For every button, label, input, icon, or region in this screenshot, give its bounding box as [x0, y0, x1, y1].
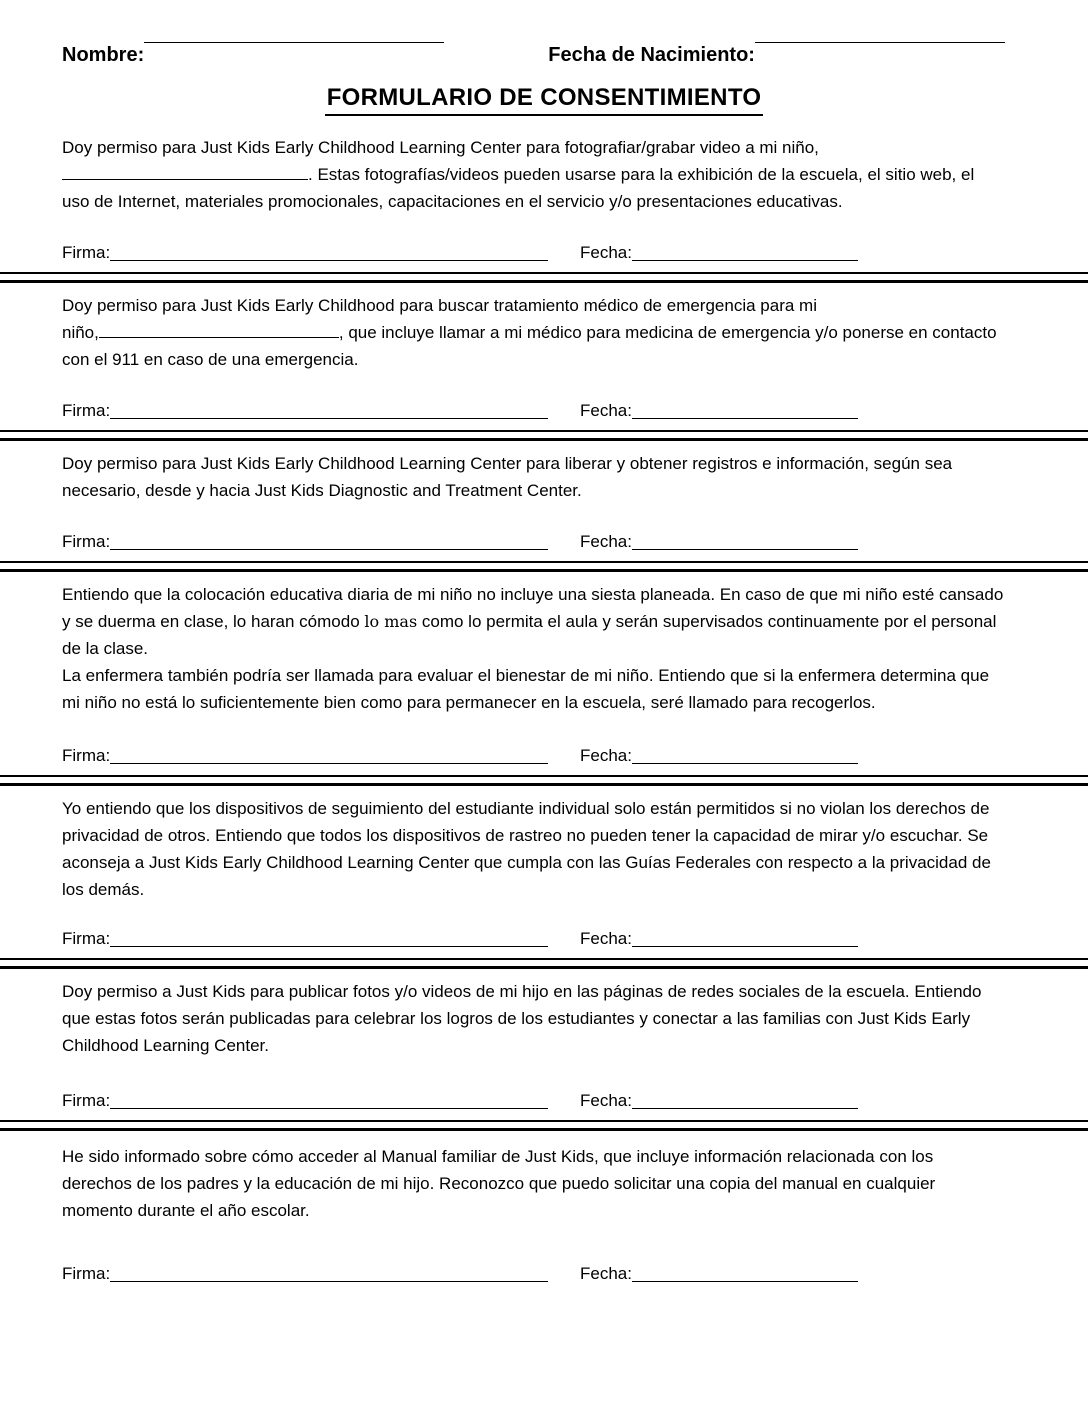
firma-blank-line	[110, 418, 548, 419]
section-paragraph	[62, 134, 1004, 215]
firma-label: Firma:	[62, 532, 111, 551]
fecha-field-group	[580, 397, 858, 424]
section-separator	[0, 775, 1088, 786]
paragraph-text: Doy permiso para Just Kids Early Childhood Learning Center para fotografiar/grabar video a mi niño,	[62, 138, 819, 157]
child-name-blank-line	[99, 337, 339, 338]
section-separator	[0, 561, 1088, 572]
fecha-blank-line	[632, 549, 858, 550]
signature-row	[62, 925, 1004, 952]
fecha-field-group	[580, 239, 858, 266]
fecha-nacimiento-label: Fecha de Nacimiento:	[548, 44, 755, 66]
signature-row	[62, 397, 1004, 424]
fecha-nacimiento-field-group	[548, 42, 1005, 69]
firma-blank-line	[110, 260, 548, 261]
fecha-label: Fecha:	[580, 243, 632, 262]
firma-label: Firma:	[62, 1091, 111, 1110]
firma-blank-line	[110, 1108, 548, 1109]
paragraph-text: , que incluye llamar a mi médico para medicina de emergencia y/o ponerse en contacto con el 911 en caso de una emergencia.	[62, 323, 997, 369]
firma-field-group	[62, 528, 548, 555]
consent-section-social-media	[0, 978, 1088, 1114]
nombre-label: Nombre:	[62, 44, 145, 66]
section-separator	[0, 272, 1088, 283]
child-name-blank-line	[62, 179, 308, 180]
fecha-label: Fecha:	[580, 929, 632, 948]
section-separator	[0, 958, 1088, 969]
fecha-blank-line	[632, 946, 858, 947]
section-separator	[0, 1120, 1088, 1131]
firma-label: Firma:	[62, 929, 111, 948]
signature-row	[62, 528, 1004, 555]
fecha-label: Fecha:	[580, 532, 632, 551]
paragraph-text: como lo permita el aula y serán supervisados continuamente por el personal de la clase.	[62, 612, 997, 658]
section-paragraph: He sido informado sobre cómo acceder al Manual familiar de Just Kids, que incluye información relacionada con los derechos de los padres y la educación de mi hijo. Reconozco que puedo solicitar una copia del manual en cualquier momento durante el año escolar.	[62, 1147, 936, 1220]
fecha-field-group	[580, 742, 858, 769]
section-paragraph: Doy permiso a Just Kids para publicar fotos y/o videos de mi hijo en las páginas de redes sociales de la escuela. Entiendo que estas fotos serán publicadas para celebrar los logros de los estudiantes y conectar a las familias con Just Kids Early Childhood Learning Center.	[62, 982, 982, 1055]
signature-row	[62, 1260, 1004, 1287]
fecha-field-group	[580, 1260, 858, 1287]
fecha-field-group	[580, 528, 858, 555]
nombre-blank-line	[144, 42, 444, 43]
fecha-blank-line	[632, 763, 858, 764]
fecha-label: Fecha:	[580, 401, 632, 420]
paragraph-text: niño,	[62, 323, 99, 342]
firma-field-group	[62, 397, 548, 424]
fecha-blank-line	[632, 1281, 858, 1282]
signature-row	[62, 742, 1004, 769]
fecha-blank-line	[632, 260, 858, 261]
section-paragraph	[62, 581, 1004, 662]
section-separator	[0, 430, 1088, 441]
fecha-label: Fecha:	[580, 746, 632, 765]
fecha-nacimiento-blank-line	[755, 42, 1005, 43]
fecha-field-group	[580, 1087, 858, 1114]
fecha-label: Fecha:	[580, 1264, 632, 1283]
paragraph-text: Doy permiso para Just Kids Early Childhood para buscar tratamiento médico de emergencia para mi	[62, 296, 817, 315]
firma-field-group	[62, 1087, 548, 1114]
consent-section-records-release	[0, 450, 1088, 555]
nombre-field-group	[62, 42, 444, 69]
signature-row	[62, 239, 1004, 266]
consent-section-medical-emergency	[0, 292, 1088, 424]
firma-field-group	[62, 239, 548, 266]
paragraph-text-serif: lo mas	[364, 612, 418, 631]
paragraph-text: . Estas fotografías/videos pueden usarse para la exhibición de la escuela, el sitio web, el uso de Internet, materiales promocionales, capacitaciones en el servicio y/o presentaciones educativas.	[62, 165, 975, 211]
section-paragraph: Yo entiendo que los dispositivos de seguimiento del estudiante individual solo están permitidos si no violan los derechos de privacidad de otros. Entiendo que todos los dispositivos de rastreo no pueden tener la capacidad de mirar y/o escuchar. Se aconseja a Just Kids Early Childhood Learning Center que cumpla con las Guías Federales con respecto a la privacidad de los demás.	[62, 799, 991, 899]
paragraph-text: Entiendo que la colocación educativa diaria de mi niño no incluye una siesta planeada. En caso de que mi niño esté cansado y se duerma en clase, lo haran cómodo	[62, 585, 1004, 631]
consent-section-photo-video	[0, 134, 1088, 266]
page-title: FORMULARIO DE CONSENTIMIENTO	[325, 83, 764, 116]
firma-blank-line	[110, 1281, 548, 1282]
fecha-blank-line	[632, 418, 858, 419]
fecha-field-group	[580, 925, 858, 952]
title-row	[0, 83, 1088, 116]
section-paragraph	[62, 292, 1004, 373]
firma-field-group	[62, 742, 548, 769]
firma-label: Firma:	[62, 746, 111, 765]
firma-blank-line	[110, 763, 548, 764]
fecha-blank-line	[632, 1108, 858, 1109]
firma-label: Firma:	[62, 1264, 111, 1283]
firma-label: Firma:	[62, 401, 111, 420]
consent-section-tracking-devices	[0, 795, 1088, 952]
firma-field-group	[62, 1260, 548, 1287]
consent-section-family-handbook	[0, 1143, 1088, 1287]
firma-label: Firma:	[62, 243, 111, 262]
signature-row	[62, 1087, 1004, 1114]
fecha-label: Fecha:	[580, 1091, 632, 1110]
firma-blank-line	[110, 946, 548, 947]
section-paragraph: Doy permiso para Just Kids Early Childhood Learning Center para liberar y obtener registros e información, según sea necesario, desde y hacia Just Kids Diagnostic and Treatment Center.	[62, 454, 953, 500]
firma-blank-line	[110, 549, 548, 550]
consent-section-nap-policy	[0, 581, 1088, 769]
document-header	[0, 0, 1088, 69]
firma-field-group	[62, 925, 548, 952]
section-paragraph: La enfermera también podría ser llamada para evaluar el bienestar de mi niño. Entiendo que si la enfermera determina que mi niño no está lo suficientemente bien como para permanecer en la escuela, seré llamado para recogerlos.	[62, 666, 990, 712]
